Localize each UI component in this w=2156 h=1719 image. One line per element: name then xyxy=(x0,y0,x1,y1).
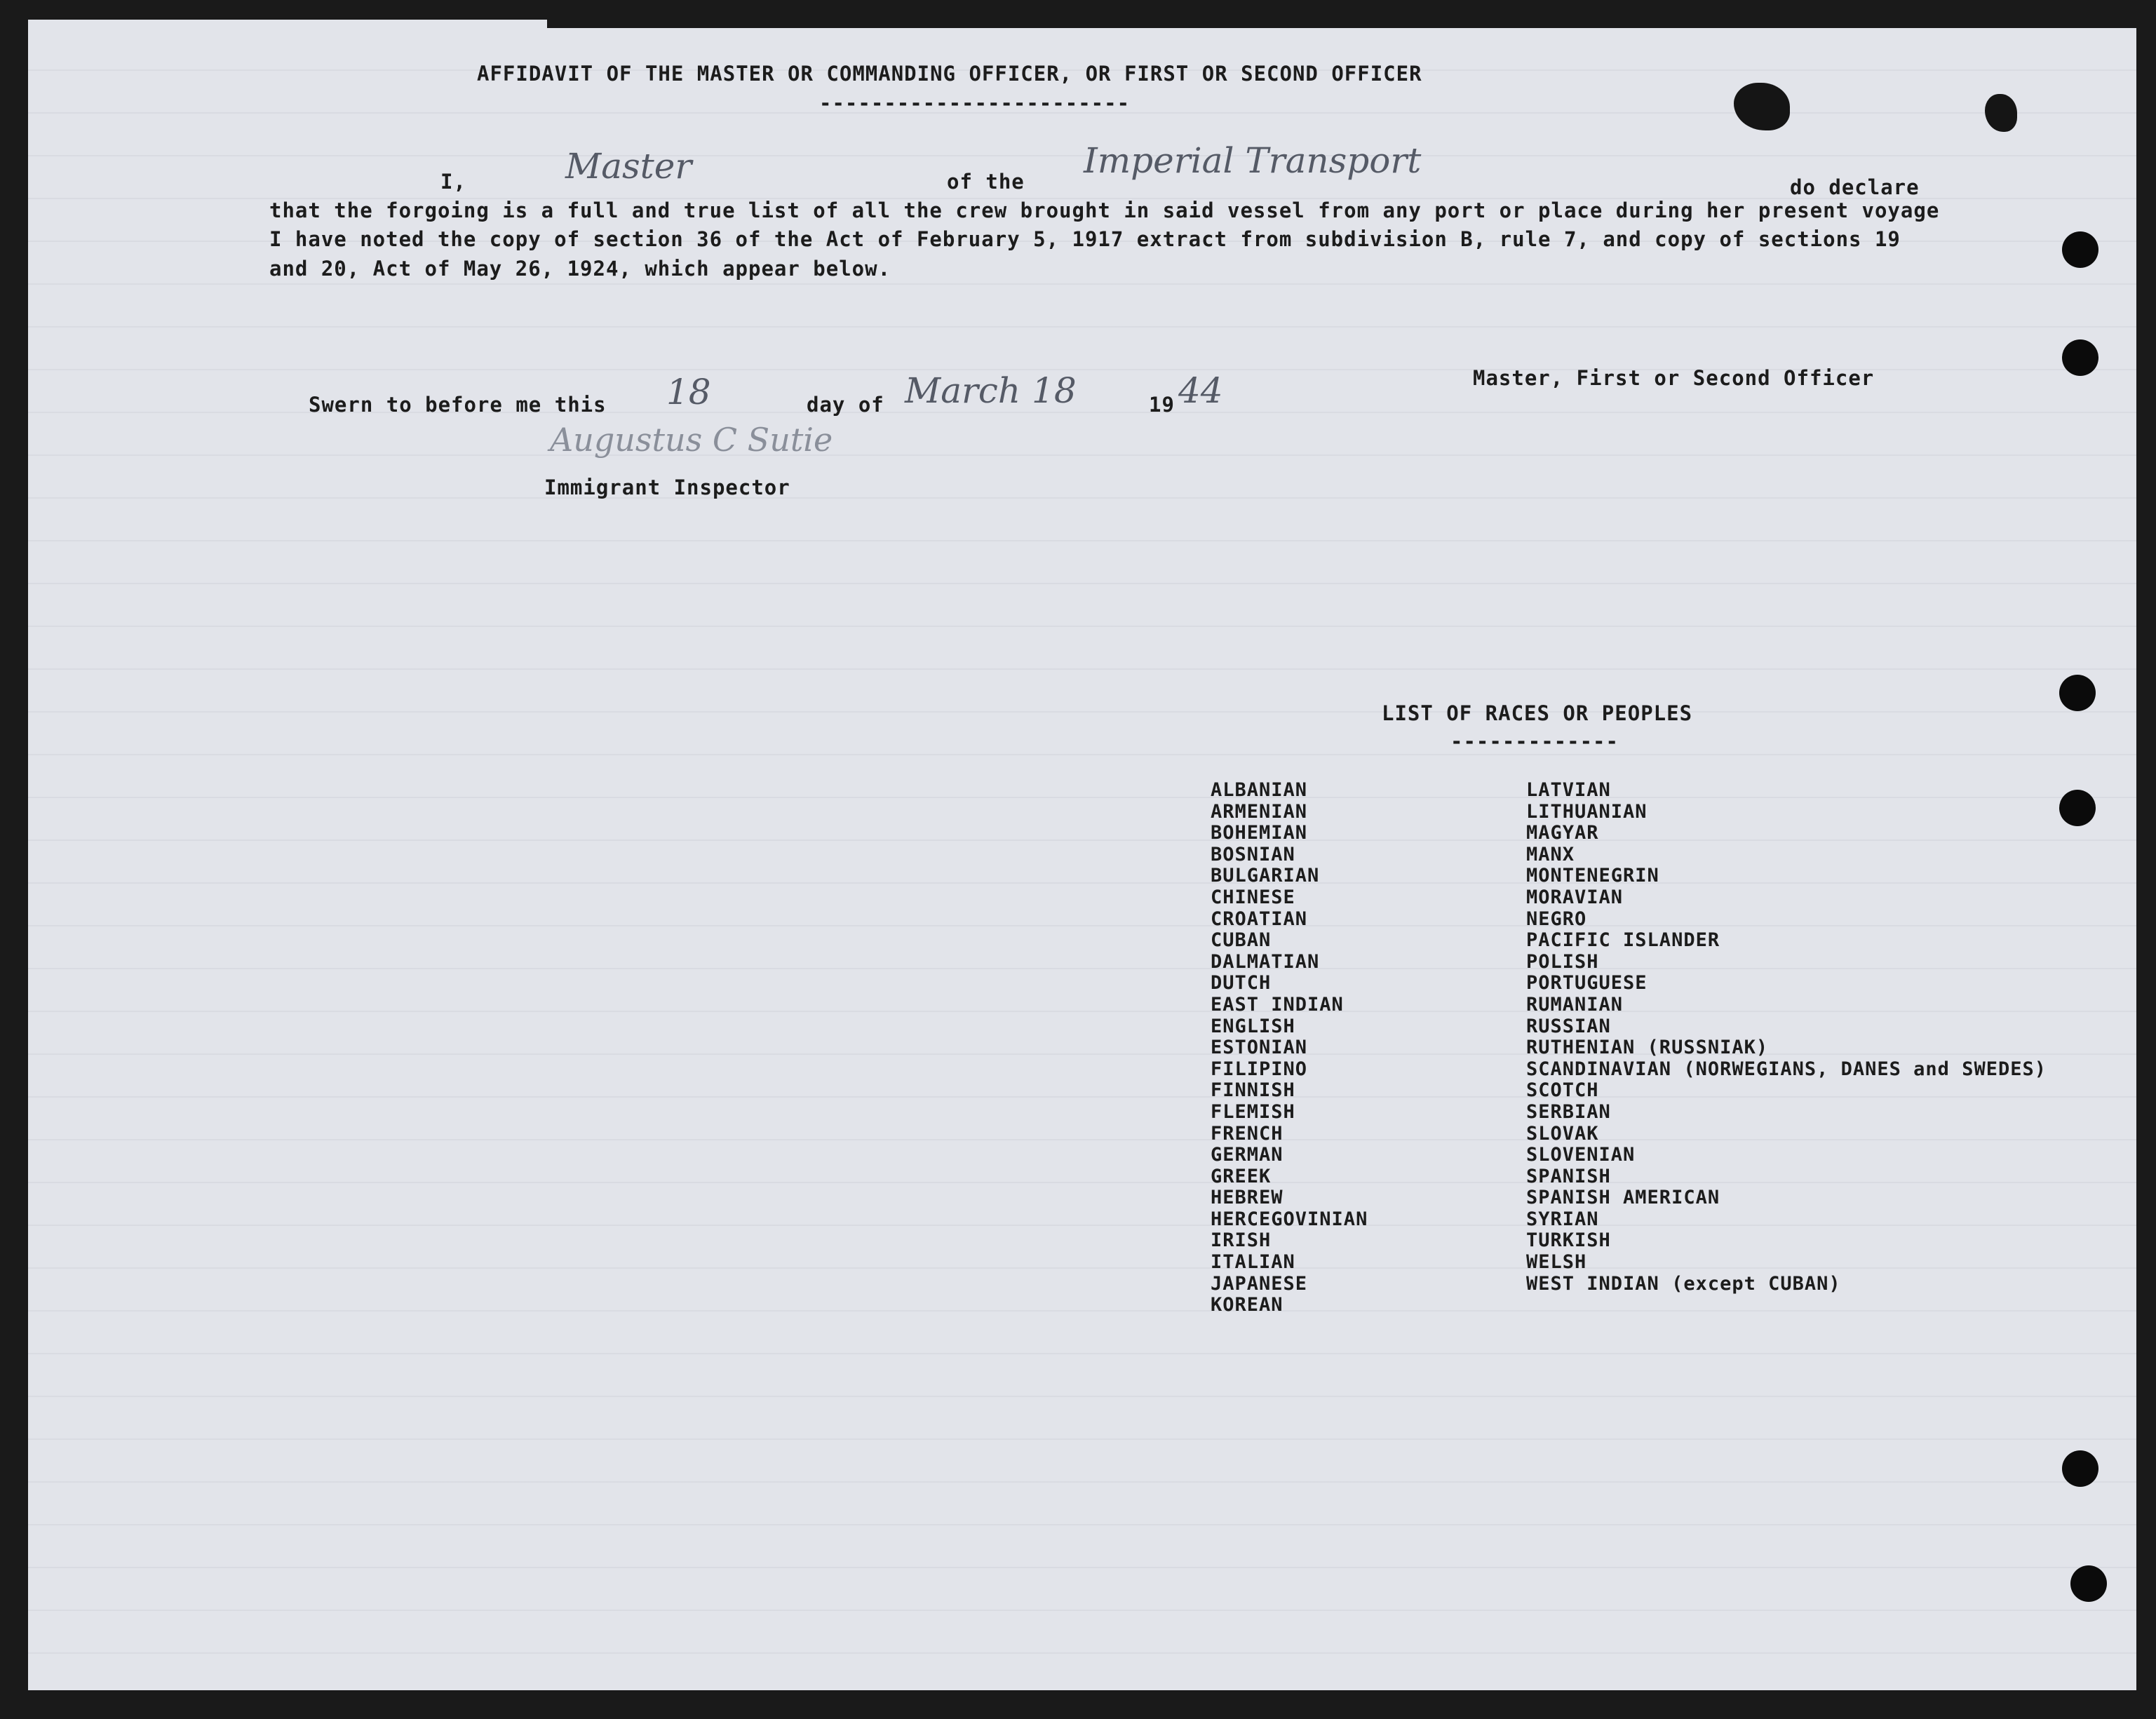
race-item: SPANISH xyxy=(1526,1165,1611,1187)
races-left-column xyxy=(1211,780,1368,1316)
race-item: BOSNIAN xyxy=(1211,843,1295,865)
race-item: MONTENEGRIN xyxy=(1526,865,1659,887)
day-of-label: day of xyxy=(807,393,884,417)
race-item: DALMATIAN xyxy=(1211,950,1320,973)
inspector-title: Immigrant Inspector xyxy=(544,476,790,499)
race-item: BOHEMIAN xyxy=(1211,822,1308,844)
handwritten-master: Master xyxy=(565,146,692,187)
punch-hole xyxy=(2059,790,2096,826)
race-item: FINNISH xyxy=(1211,1079,1295,1102)
race-item: GERMAN xyxy=(1211,1144,1284,1166)
race-item: ITALIAN xyxy=(1211,1251,1295,1274)
race-item: MORAVIAN xyxy=(1526,886,1624,908)
race-item: SLOVAK xyxy=(1526,1122,1599,1145)
paper-tab xyxy=(28,20,547,41)
race-item: HERCEGOVINIAN xyxy=(1211,1208,1368,1230)
handwritten-vessel-name: Imperial Transport xyxy=(1084,140,1422,181)
punch-hole xyxy=(2062,231,2098,268)
year-printed: 19 xyxy=(1149,393,1175,417)
declaration-pronoun: I, xyxy=(440,170,466,194)
inspector-signature: Augustus C Sutie xyxy=(550,421,833,459)
race-item: HEBREW xyxy=(1211,1187,1284,1209)
race-item: CUBAN xyxy=(1211,929,1272,952)
race-item: RUMANIAN xyxy=(1526,993,1624,1016)
race-item: ARMENIAN xyxy=(1211,800,1308,823)
race-item: TURKISH xyxy=(1526,1229,1611,1252)
handwritten-day: 18 xyxy=(666,372,711,412)
race-item: GREEK xyxy=(1211,1165,1272,1187)
race-item: FRENCH xyxy=(1211,1122,1284,1145)
punch-hole xyxy=(2062,339,2098,376)
race-item: SLOVENIAN xyxy=(1526,1144,1636,1166)
race-item: EAST INDIAN xyxy=(1211,993,1344,1016)
declaration-line-2: that the forgoing is a full and true list of all the crew brought in said vessel from any port or place during her present voyage xyxy=(269,198,1940,222)
race-item: POLISH xyxy=(1526,950,1599,973)
punch-hole xyxy=(2059,675,2096,711)
race-item: ENGLISH xyxy=(1211,1015,1295,1037)
race-item: SCOTCH xyxy=(1526,1079,1599,1102)
race-item: SCANDINAVIAN (NORWEGIANS, DANES and SWEDES) xyxy=(1526,1058,2047,1080)
heading-underline: ------------------------ xyxy=(819,91,1131,115)
race-item: PORTUGUESE xyxy=(1526,972,1648,995)
race-item: KOREAN xyxy=(1211,1294,1284,1316)
punch-hole xyxy=(2062,1450,2098,1487)
master-officer-label: Master, First or Second Officer xyxy=(1473,366,1875,390)
affidavit-heading: AFFIDAVIT OF THE MASTER OR COMMANDING OFFICER, OR FIRST OR SECOND OFFICER xyxy=(477,62,1422,86)
race-item: LITHUANIAN xyxy=(1526,800,1648,823)
races-list-underline: ------------- xyxy=(1450,729,1619,753)
race-item: PACIFIC ISLANDER xyxy=(1526,929,1720,952)
handwritten-month: March 18 xyxy=(905,370,1077,411)
race-item: WELSH xyxy=(1526,1251,1587,1274)
declaration-line-3: I have noted the copy of section 36 of the Act of February 5, 1917 extract from subdivision B, rule 7, and copy of sections 19 xyxy=(269,227,1901,251)
sworn-label: Swern to before me this xyxy=(309,393,607,417)
punch-hole xyxy=(2070,1565,2107,1602)
races-right-column xyxy=(1526,780,2047,1295)
race-item: SYRIAN xyxy=(1526,1208,1599,1230)
race-item: FLEMISH xyxy=(1211,1100,1295,1123)
race-item: RUTHENIAN (RUSSNIAK) xyxy=(1526,1037,1769,1059)
declaration-do-declare: do declare xyxy=(1790,175,1920,199)
race-item: LATVIAN xyxy=(1526,779,1611,801)
declaration-of-the: of the xyxy=(947,170,1025,194)
race-item: MAGYAR xyxy=(1526,822,1599,844)
race-item: IRISH xyxy=(1211,1229,1272,1252)
race-item: RUSSIAN xyxy=(1526,1015,1611,1037)
race-item: NEGRO xyxy=(1526,908,1587,930)
race-item: BULGARIAN xyxy=(1211,865,1320,887)
race-item: SPANISH AMERICAN xyxy=(1526,1187,1720,1209)
declaration-line-4: and 20, Act of May 26, 1924, which appear below. xyxy=(269,257,891,281)
race-item: MANX xyxy=(1526,843,1575,865)
race-item: ALBANIAN xyxy=(1211,779,1308,801)
race-item: JAPANESE xyxy=(1211,1272,1308,1295)
race-item: SERBIAN xyxy=(1526,1100,1611,1123)
race-item: CHINESE xyxy=(1211,886,1295,908)
races-list-title: LIST OF RACES OR PEOPLES xyxy=(1382,701,1693,725)
race-item: ESTONIAN xyxy=(1211,1037,1308,1059)
race-item: CROATIAN xyxy=(1211,908,1308,930)
race-item: FILIPINO xyxy=(1211,1058,1308,1080)
race-item: DUTCH xyxy=(1211,972,1272,995)
handwritten-year: 44 xyxy=(1178,370,1223,411)
race-item: WEST INDIAN (except CUBAN) xyxy=(1526,1272,1841,1295)
